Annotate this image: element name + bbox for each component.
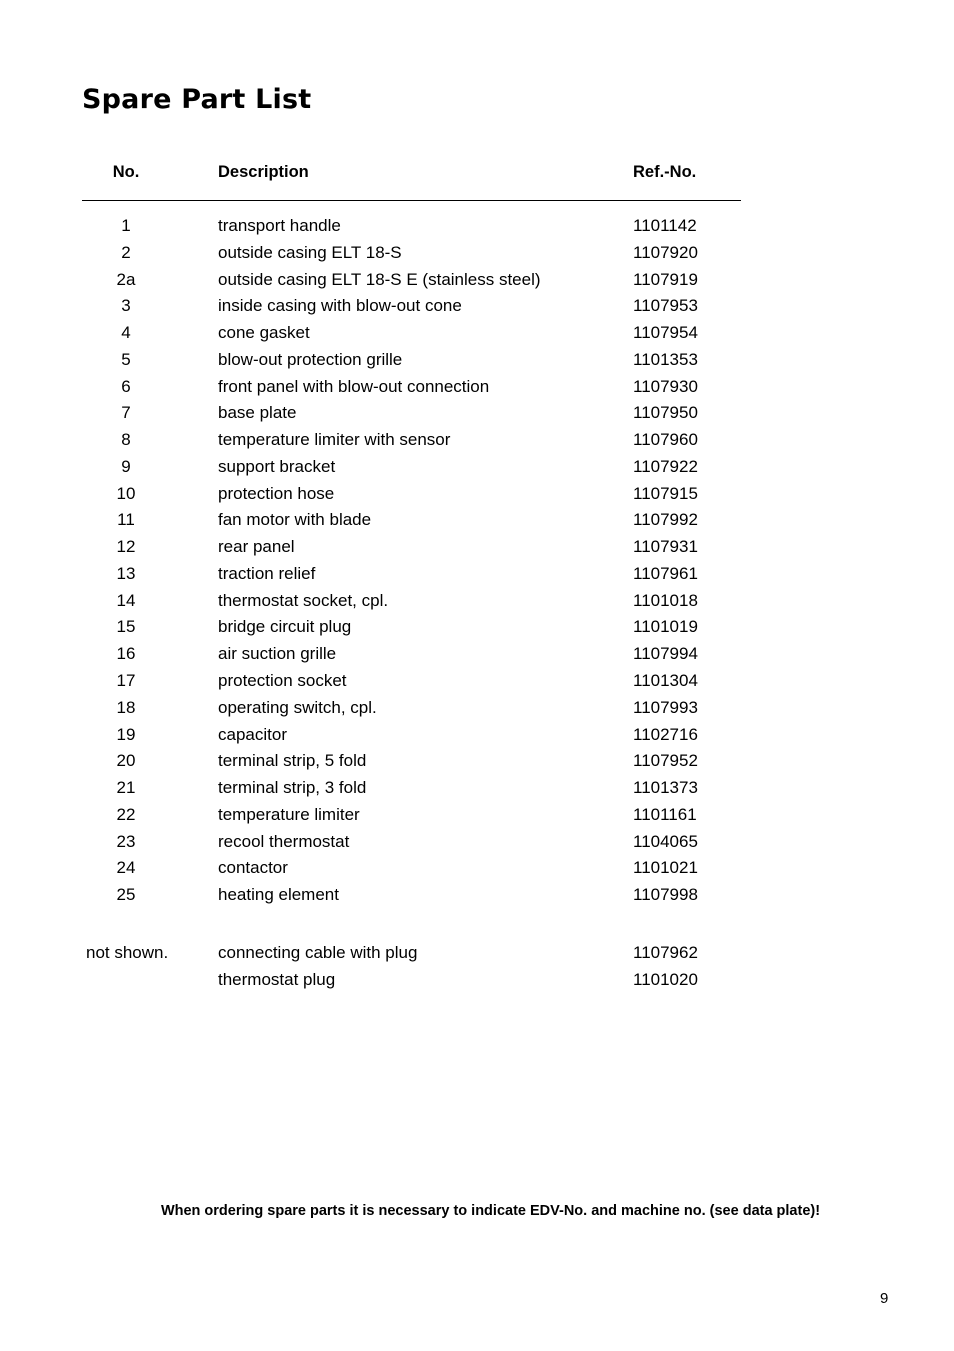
part-no: 16 xyxy=(116,644,136,664)
part-no: 14 xyxy=(116,590,136,610)
part-no: 9 xyxy=(121,456,131,476)
page-title: Spare Part List xyxy=(82,84,312,115)
part-description: air suction grille xyxy=(218,644,337,664)
part-description: outside casing ELT 18-S xyxy=(218,242,402,262)
part-no: 19 xyxy=(116,724,136,744)
part-ref-no: 1101161 xyxy=(633,804,697,824)
part-no: 5 xyxy=(121,349,131,369)
part-ref-no: 1107998 xyxy=(633,885,698,905)
part-description: connecting cable with plug xyxy=(218,943,418,962)
part-ref-no: 1107994 xyxy=(633,644,698,664)
table-row xyxy=(82,323,741,350)
table-row xyxy=(82,510,741,537)
part-description: base plate xyxy=(218,403,297,423)
part-no: 7 xyxy=(121,403,131,423)
part-ref-no: 1107930 xyxy=(633,376,698,396)
table-row xyxy=(82,751,741,778)
table-row xyxy=(82,296,741,323)
part-description: contactor xyxy=(218,858,288,878)
part-no: 18 xyxy=(116,697,136,717)
part-ref-no: 1101020 xyxy=(633,969,698,989)
part-description: support bracket xyxy=(218,456,336,476)
part-no: 2a xyxy=(116,269,136,289)
part-no: 17 xyxy=(116,671,136,691)
part-description: capacitor xyxy=(218,724,287,744)
part-ref-no: 1107961 xyxy=(633,563,698,583)
table-header xyxy=(82,163,741,183)
part-no: 10 xyxy=(116,483,136,503)
part-no: 1 xyxy=(121,216,131,235)
table-row xyxy=(82,216,741,243)
table-row xyxy=(82,377,741,404)
part-description: blow-out protection grille xyxy=(218,349,403,369)
table-row xyxy=(82,698,741,725)
table-row-not-shown xyxy=(82,943,741,970)
page-number: 9 xyxy=(880,1290,889,1307)
part-description: heating element xyxy=(218,885,339,905)
part-no: 3 xyxy=(121,296,131,316)
table-row xyxy=(82,350,741,377)
part-no: 11 xyxy=(117,510,135,530)
part-no: 20 xyxy=(116,751,136,771)
part-ref-no: 1101142 xyxy=(633,216,697,235)
part-ref-no: 1107922 xyxy=(633,456,698,476)
part-ref-no: 1101353 xyxy=(633,349,698,369)
part-description: front panel with blow-out connection xyxy=(218,376,490,396)
table-row xyxy=(82,644,741,671)
part-ref-no: 1107931 xyxy=(633,537,698,557)
table-row xyxy=(82,725,741,752)
part-ref-no: 1107950 xyxy=(633,403,698,423)
part-no: 2 xyxy=(121,242,131,262)
part-ref-no: 1107919 xyxy=(633,269,698,289)
header-no: No. xyxy=(112,163,140,181)
part-no: 4 xyxy=(121,323,131,343)
table-row xyxy=(82,591,741,618)
ordering-note: When ordering spare parts it is necessary to indicate EDV-No. and machine no. (see data plate)! xyxy=(160,1203,821,1219)
part-ref-no: 1101019 xyxy=(633,617,698,637)
part-no: 13 xyxy=(116,563,136,583)
table-row xyxy=(82,430,741,457)
part-description: protection hose xyxy=(218,483,335,503)
parts-table xyxy=(82,216,741,912)
table-row xyxy=(82,243,741,270)
part-ref-no: 1102716 xyxy=(633,724,698,744)
table-row xyxy=(82,457,741,484)
table-row xyxy=(82,564,741,591)
part-no: 15 xyxy=(116,617,136,637)
part-description: protection socket xyxy=(218,671,347,691)
part-no: 25 xyxy=(116,885,136,905)
table-row xyxy=(82,805,741,832)
part-ref-no: 1101018 xyxy=(633,590,698,610)
part-description: inside casing with blow-out cone xyxy=(218,296,462,316)
table-row xyxy=(82,885,741,912)
part-no: 6 xyxy=(121,376,131,396)
part-ref-no: 1107993 xyxy=(633,697,698,717)
table-row xyxy=(82,671,741,698)
part-description: cone gasket xyxy=(218,323,310,343)
table-row xyxy=(82,858,741,885)
part-description: outside casing ELT 18-S E (stainless steel) xyxy=(218,269,541,289)
not-shown-parts xyxy=(82,943,741,997)
part-ref-no: 1107992 xyxy=(633,510,698,530)
table-row xyxy=(82,832,741,859)
part-no: 22 xyxy=(116,804,136,824)
part-description: fan motor with blade xyxy=(218,510,372,530)
part-ref-no: 1107962 xyxy=(633,943,698,962)
table-row-not-shown xyxy=(82,970,741,997)
part-ref-no: 1101373 xyxy=(633,778,698,798)
part-ref-no: 1107954 xyxy=(633,323,698,343)
part-description: recool thermostat xyxy=(218,831,350,851)
part-description: temperature limiter with sensor xyxy=(218,430,451,450)
table-row xyxy=(82,537,741,564)
table-row xyxy=(82,778,741,805)
part-ref-no: 1107920 xyxy=(633,242,698,262)
part-no: 8 xyxy=(121,430,131,450)
part-no: 24 xyxy=(116,858,136,878)
part-description: operating switch, cpl. xyxy=(218,697,377,717)
part-description: rear panel xyxy=(218,537,295,557)
part-description: traction relief xyxy=(218,563,316,583)
part-description: temperature limiter xyxy=(218,804,360,824)
part-description: transport handle xyxy=(218,216,341,235)
part-ref-no: 1107953 xyxy=(633,296,698,316)
part-ref-no: 1107960 xyxy=(633,430,698,450)
part-ref-no: 1104065 xyxy=(633,831,698,851)
part-ref-no: 1101021 xyxy=(633,858,698,878)
part-no: 23 xyxy=(116,831,136,851)
part-description: terminal strip, 5 fold xyxy=(218,751,367,771)
part-no: not shown. xyxy=(86,943,169,962)
part-ref-no: 1107915 xyxy=(633,483,698,503)
header-divider xyxy=(82,200,741,201)
part-description: terminal strip, 3 fold xyxy=(218,778,367,798)
part-ref-no: 1107952 xyxy=(633,751,698,771)
part-description: thermostat plug xyxy=(218,969,336,989)
table-row xyxy=(82,617,741,644)
part-ref-no: 1101304 xyxy=(633,671,698,691)
part-no: 12 xyxy=(116,537,136,557)
part-description: bridge circuit plug xyxy=(218,617,352,637)
header-description: Description xyxy=(218,163,309,181)
table-row xyxy=(82,484,741,511)
header-ref-no: Ref.-No. xyxy=(633,163,697,181)
part-no: 21 xyxy=(116,778,136,798)
table-row xyxy=(82,270,741,297)
part-description: thermostat socket, cpl. xyxy=(218,590,389,610)
table-row xyxy=(82,403,741,430)
